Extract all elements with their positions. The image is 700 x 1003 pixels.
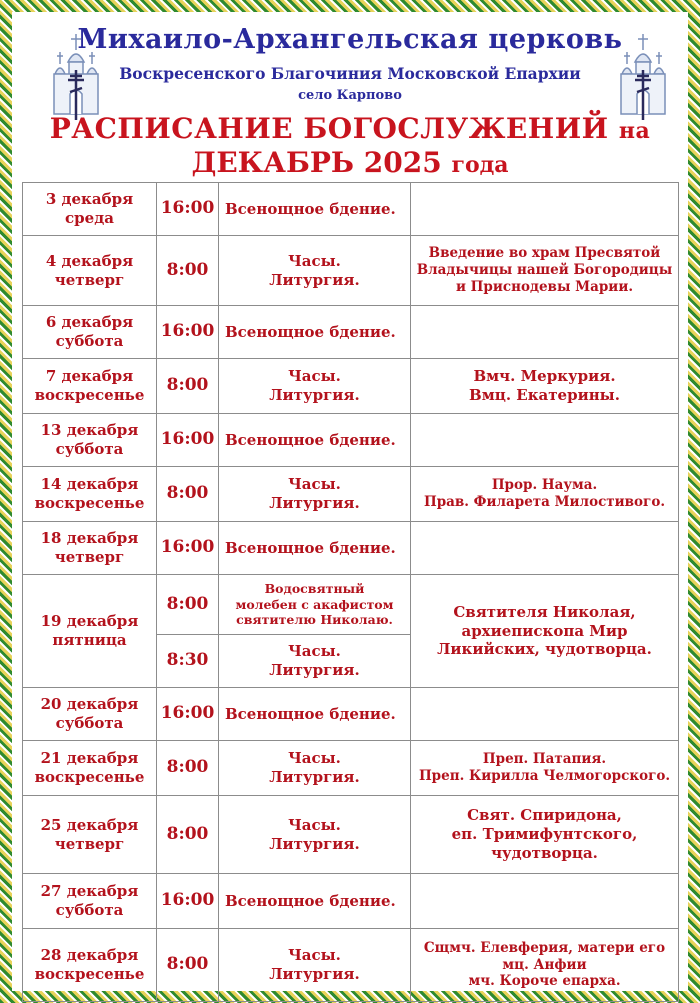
service-line: святителю Николаю.: [236, 612, 393, 628]
content-area: [12, 12, 688, 991]
date-weekday: четверг: [54, 548, 125, 566]
time-cell: 8:00: [157, 467, 219, 522]
table-row: [23, 306, 679, 359]
feast-cell: [411, 796, 679, 874]
service-line: Литургия.: [269, 386, 360, 404]
date-cell: [23, 688, 157, 741]
date-cell: [23, 929, 157, 1002]
service-cell: Всенощное бдение.: [219, 183, 411, 236]
feast-cell: [411, 929, 679, 1002]
feast-line: чудотворца.: [491, 843, 598, 862]
feast-cell: [411, 414, 679, 467]
service-cell: [219, 236, 411, 306]
feast-cell: [411, 183, 679, 236]
feast-cell: [411, 236, 679, 306]
table-row: [23, 183, 679, 236]
date-cell: [23, 796, 157, 874]
feast-line: Владычицы нашей Богородицы: [416, 262, 673, 279]
table-row: [23, 796, 679, 874]
date-weekday: суббота: [55, 332, 124, 350]
feast-line: мч. Короче епарха.: [468, 973, 621, 990]
feast-line: Вмч. Меркурия.: [473, 367, 616, 386]
feast-line: архиепископа Мир: [461, 621, 628, 640]
table-row: [23, 414, 679, 467]
time-cell: 8:00: [157, 796, 219, 874]
date-weekday: суббота: [55, 901, 124, 919]
service-cell: Всенощное бдение.: [219, 306, 411, 359]
feast-cell: [411, 575, 679, 688]
feast-line: Прав. Филарета Милостивого.: [423, 494, 666, 510]
date-weekday: воскресенье: [34, 965, 145, 983]
feast-line: мц. Анфии: [502, 956, 587, 973]
service-line: Водосвятный: [264, 581, 365, 597]
date-cell: [23, 575, 157, 688]
table-row: [23, 236, 679, 306]
service-cell: Всенощное бдение.: [219, 874, 411, 929]
month-text: ДЕКАБРЬ 2025: [191, 146, 442, 179]
date-weekday: пятница: [52, 631, 127, 649]
schedule-month: [12, 146, 688, 179]
table-row: [23, 359, 679, 414]
date-cell: [23, 741, 157, 796]
table-row: [23, 522, 679, 575]
service-cell: [219, 796, 411, 874]
service-line: Часы.: [288, 251, 341, 270]
date-day: 19 декабря: [40, 612, 139, 631]
date-day: 28 декабря: [40, 946, 139, 965]
date-day: 21 декабря: [40, 749, 139, 768]
feast-line: Святителя Николая,: [453, 602, 636, 621]
date-day: 3 декабря: [45, 190, 134, 209]
date-weekday: воскресенье: [34, 386, 145, 404]
feast-line: Свят. Спиридона,: [467, 806, 622, 825]
date-day: 18 декабря: [40, 529, 139, 548]
date-cell: [23, 414, 157, 467]
date-cell: [23, 306, 157, 359]
table-row: [23, 467, 679, 522]
date-day: 20 декабря: [40, 695, 139, 714]
date-cell: [23, 183, 157, 236]
feast-line: Сщмч. Елевферия, матери его: [423, 939, 666, 956]
time-cell: 16:00: [157, 522, 219, 575]
time-cell: 16:00: [157, 874, 219, 929]
service-line: Часы.: [288, 642, 341, 661]
service-line: Литургия.: [269, 834, 360, 853]
date-cell: [23, 467, 157, 522]
feast-line: Преп. Патапия.: [482, 751, 607, 768]
time-cell: 8:00: [157, 359, 219, 414]
time-cell: 16:00: [157, 688, 219, 741]
feast-line: Прор. Наума.: [491, 477, 598, 494]
service-line: Часы.: [288, 749, 341, 768]
date-day: 4 декабря: [45, 251, 134, 270]
service-cell: [219, 741, 411, 796]
feast-line: еп. Тримифунтского,: [451, 825, 638, 844]
service-cell: [219, 359, 411, 414]
time-cell: 8:30: [157, 635, 219, 688]
table-row: [23, 688, 679, 741]
service-line: Литургия.: [269, 270, 360, 289]
header: [12, 12, 688, 182]
feast-line: Введение во храм Пресвятой: [428, 245, 661, 262]
service-line: Часы.: [288, 815, 341, 834]
date-cell: [23, 874, 157, 929]
date-weekday: воскресенье: [34, 768, 145, 786]
date-weekday: четверг: [54, 834, 125, 853]
service-cell: [219, 575, 411, 635]
date-cell: [23, 359, 157, 414]
feast-cell: [411, 688, 679, 741]
date-day: 13 декабря: [40, 421, 139, 440]
schedule-title-on: на: [618, 118, 651, 144]
feast-line: Ликийских, чудотворца.: [437, 640, 652, 659]
time-cell: 8:00: [157, 575, 219, 635]
date-day: 7 декабря: [45, 367, 134, 386]
date-weekday: суббота: [55, 440, 124, 458]
date-day: 14 декабря: [40, 475, 139, 494]
feast-line: и Приснодевы Марии.: [455, 278, 634, 295]
village-name: село Карпово: [298, 88, 402, 103]
service-cell: Всенощное бдение.: [219, 414, 411, 467]
time-cell: 16:00: [157, 414, 219, 467]
date-weekday: воскресенье: [34, 494, 145, 512]
service-cell: Всенощное бдение.: [219, 688, 411, 741]
service-line: Часы.: [288, 946, 341, 965]
service-line: Литургия.: [269, 965, 360, 983]
schedule-title-text: РАСПИСАНИЕ БОГОСЛУЖЕНИЙ: [49, 112, 609, 145]
time-cell: 8:00: [157, 741, 219, 796]
service-cell: [219, 929, 411, 1002]
feast-cell: [411, 741, 679, 796]
date-weekday: среда: [65, 209, 114, 227]
service-line: Часы.: [288, 475, 341, 494]
feast-cell: [411, 522, 679, 575]
feast-cell: [411, 874, 679, 929]
date-day: 6 декабря: [45, 313, 134, 332]
date-cell: [23, 522, 157, 575]
service-cell: [219, 467, 411, 522]
service-line: Литургия.: [269, 768, 360, 786]
time-cell: 16:00: [157, 183, 219, 236]
feast-line: Преп. Кирилла Челмогорского.: [418, 768, 671, 784]
church-name: Михаило-Архангельская церковь: [77, 24, 623, 55]
time-cell: 16:00: [157, 306, 219, 359]
feast-line: Вмц. Екатерины.: [469, 386, 620, 404]
schedule-title: [12, 112, 688, 145]
feast-cell: [411, 306, 679, 359]
table-row: [23, 575, 679, 635]
month-suffix: года: [451, 152, 509, 178]
table-row: [23, 741, 679, 796]
service-line: Литургия.: [269, 661, 360, 679]
service-line: Часы.: [288, 367, 341, 386]
feast-cell: [411, 467, 679, 522]
date-day: 27 декабря: [40, 882, 139, 901]
date-day: 25 декабря: [40, 815, 139, 834]
table-row: [23, 874, 679, 929]
date-weekday: четверг: [54, 270, 125, 289]
service-cell: Всенощное бдение.: [219, 522, 411, 575]
time-cell: 8:00: [157, 929, 219, 1002]
feast-cell: [411, 359, 679, 414]
deanery-name: Воскресенского Благочиния Московской Епархии: [119, 64, 581, 83]
time-cell: 8:00: [157, 236, 219, 306]
schedule-table: [22, 182, 679, 1002]
date-weekday: суббота: [55, 714, 124, 732]
service-cell: [219, 635, 411, 688]
service-line: молебен с акафистом: [235, 596, 394, 612]
date-cell: [23, 236, 157, 306]
table-row: [23, 929, 679, 1002]
service-line: Литургия.: [269, 494, 360, 512]
